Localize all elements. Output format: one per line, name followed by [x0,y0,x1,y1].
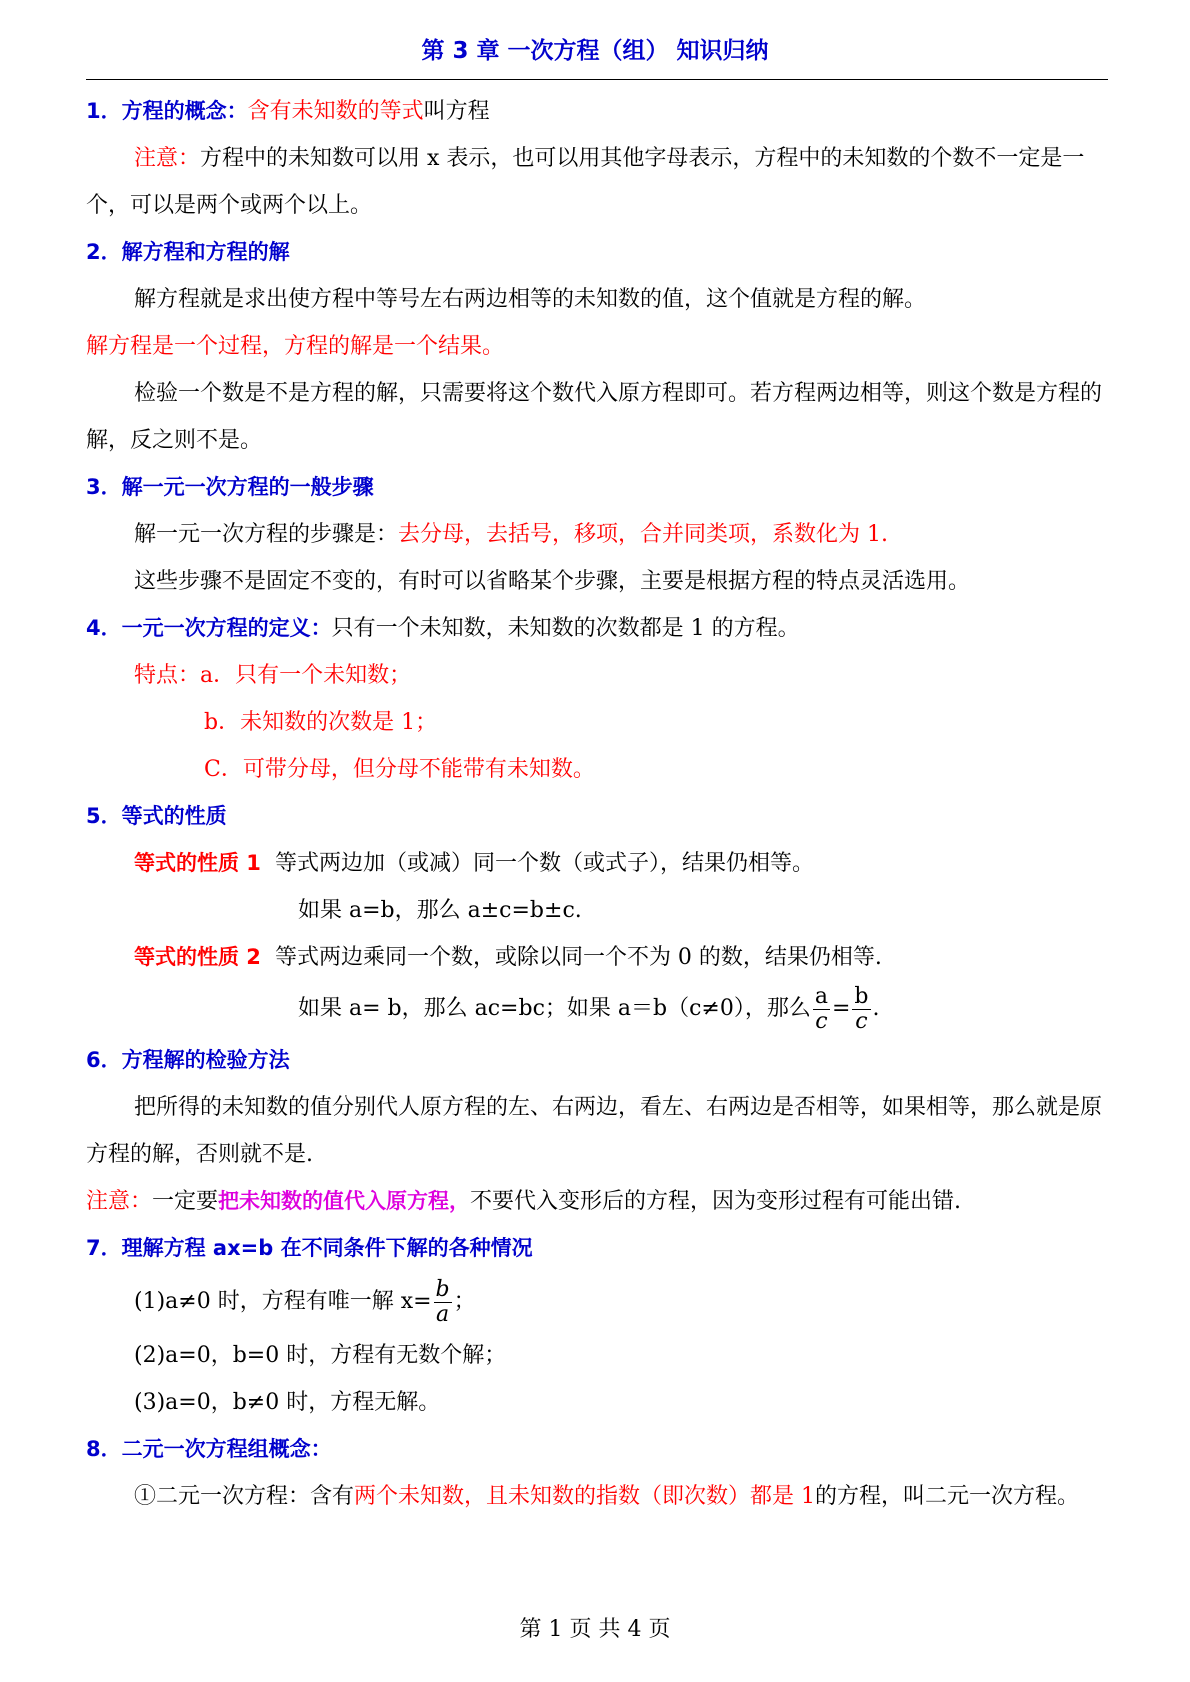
property-1 [86,840,1108,887]
case-1-lead: (1)a≠0 时，方程有唯一解 x= [134,1289,432,1314]
fraction-b-over-c [852,985,870,1034]
section-3-steps [86,511,1108,558]
page-title: 第 3 章 一次方程（组） 知识归纳 [421,38,769,64]
paragraph-lead: ①二元一次方程：含有 [134,1484,355,1509]
case-2: (2)a=0，b=0 时，方程有无数个解； [134,1343,507,1368]
section-6-note [86,1178,1108,1225]
fraction-numerator: b [435,1276,450,1302]
fraction-denominator: a [436,1301,450,1327]
case-1-end: ； [453,1289,476,1314]
section-2-emphasis: 解方程是一个过程，方程的解是一个结果。 [86,334,505,359]
section-2-paragraph-1: 解方程就是求出使方程中等号左右两边相等的未知数的值，这个值就是方程的解。 [134,287,927,312]
property-2 [86,934,1108,981]
section-6-heading: 6．方程解的检验方法 [86,1048,290,1072]
section-3-paragraph-2: 这些步骤不是固定不变的，有时可以省略某个步骤，主要是根据方程的特点灵活选用。 [134,569,971,594]
section-4-definition: 只有一个未知数，未知数的次数都是 1 的方程。 [331,616,800,641]
section-3-heading: 3．解一元一次方程的一般步骤 [86,475,374,499]
definition-emphasis: 含有未知数的等式 [247,99,424,124]
definition-tail: 叫方程 [423,99,490,124]
paragraph-tail: 的方程，叫二元一次方程。 [815,1484,1080,1509]
steps-list: 去分母，去括号，移项，合并同类项，系数化为 1. [398,522,889,547]
section-2-paragraph-3: 检验一个数是不是方程的解，只需要将这个数代入原方程即可。若方程两边相等，则这个数是方程的解，反之则不是。 [86,381,1103,453]
section-4-heading: 4．一元一次方程的定义： [86,616,332,640]
section-1-heading: 1．方程的概念： [86,99,248,123]
property-1-formula: 如果 a=b，那么 a±c=b±c. [298,898,582,923]
feature-c: C．可带分母，但分母不能带有未知数。 [204,757,595,782]
steps-lead: 解一元一次方程的步骤是： [134,522,399,547]
note-emphasis: 把未知数的值代入原方程， [218,1189,471,1213]
feature-b: b．未知数的次数是 1； [204,710,438,735]
case-3: (3)a=0，b≠0 时，方程无解。 [134,1390,441,1415]
section-6-paragraph: 把所得的未知数的值分别代人原方程的左、右两边，看左、右两边是否相等，如果相等，那么就是原方程的解，否则就不是. [86,1095,1103,1167]
fraction-denominator: c [855,1008,868,1034]
paragraph-emphasis: 两个未知数，且未知数的指数（即次数）都是 1 [354,1484,816,1509]
section-5-heading: 5．等式的性质 [86,804,227,828]
property-2-label: 等式的性质 2 [134,945,261,969]
fraction-numerator: a [814,983,828,1009]
fraction-b-over-a [434,1278,452,1327]
note-tail: 不要代入变形后的方程，因为变形过程有可能出错. [470,1189,962,1214]
section-4-line [86,605,1108,652]
fraction-denominator: c [815,1008,828,1034]
fraction-numerator: b [854,983,869,1009]
note-lead: 一定要 [152,1189,219,1214]
page-footer: 第 1 页 共 4 页 [519,1617,671,1642]
section-7-heading: 7．理解方程 ax=b 在不同条件下解的各种情况 [86,1236,533,1260]
equals-sign: = [831,996,851,1021]
section-1-line [86,88,1108,135]
case-1 [86,1272,1108,1332]
property-2-formula [86,981,1108,1037]
property-1-label: 等式的性质 1 [134,851,261,875]
note-label: 注意： [134,146,201,171]
section-1-note [86,135,1108,229]
section-8-heading: 8．二元一次方程组概念： [86,1437,332,1461]
note-text: 方程中的未知数可以用 x 表示，也可以用其他字母表示，方程中的未知数的个数不一定是一个，可以是两个或两个以上。 [86,146,1085,218]
section-2-heading: 2．解方程和方程的解 [86,240,290,264]
feature-a: 特点：a．只有一个未知数； [134,663,412,688]
document-body [86,88,1108,1520]
property-1-text: 等式两边加（或减）同一个数（或式子），结果仍相等。 [274,851,814,876]
fraction-a-over-c [813,985,830,1034]
formula-end: . [872,996,880,1021]
formula-lead: 如果 a= b，那么 ac=bc；如果 a＝b（c≠0），那么 [298,996,811,1021]
section-8-paragraph [86,1473,1108,1520]
property-2-text: 等式两边乘同一个数，或除以同一个不为 0 的数，结果仍相等. [274,945,882,970]
title-divider [86,79,1108,80]
note-label: 注意： [86,1189,153,1214]
